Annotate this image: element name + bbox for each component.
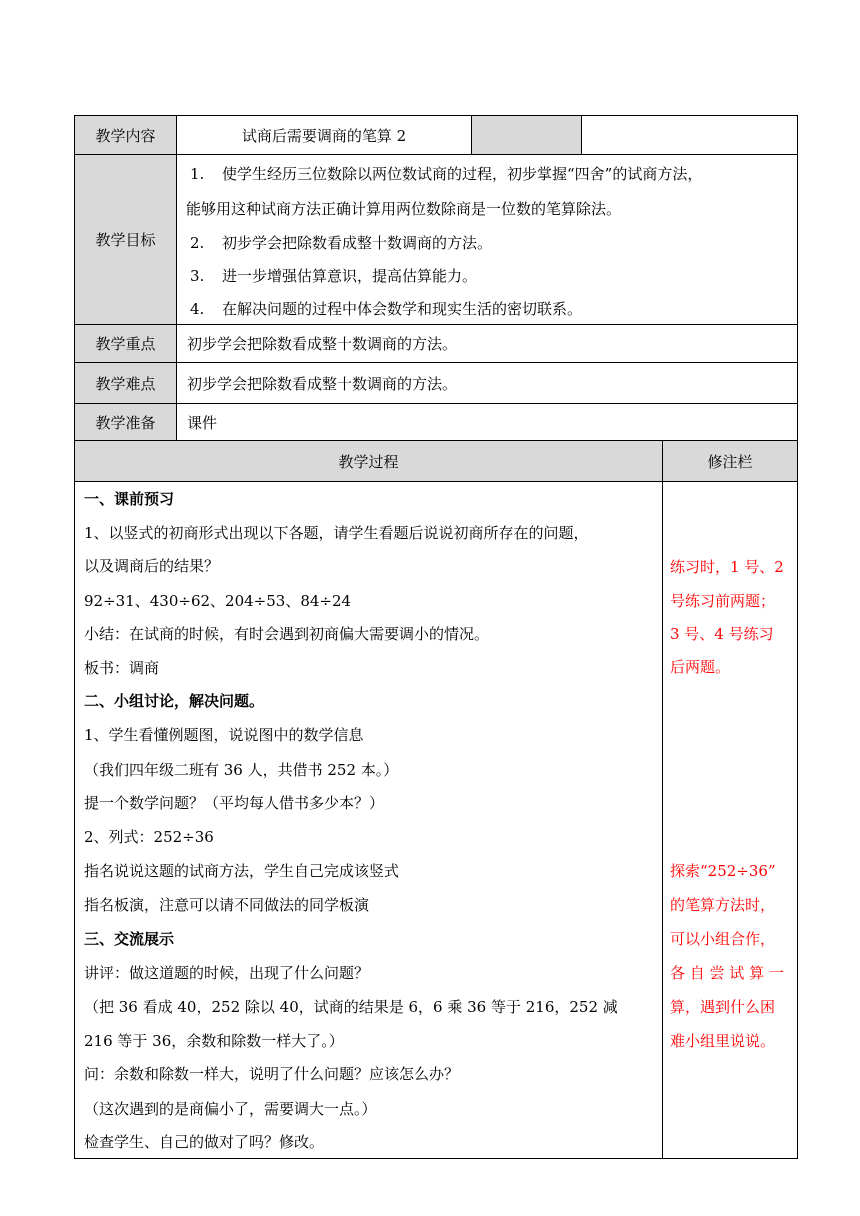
note-line: 探索“252÷36” (670, 862, 776, 880)
process-line: 2、列式：252÷36 (84, 828, 214, 846)
difficulty-value-cell (176, 362, 798, 404)
difficulty-label: 教学难点 (95, 374, 156, 393)
process-line: 指名板演，注意可以请不同做法的同学板演 (84, 896, 370, 914)
process-line: （把 36 看成 40，252 除以 40，试商的结果是 6，6 乘 36 等于 216，252 减 (84, 998, 618, 1016)
objectives-label: 教学目标 (95, 231, 156, 249)
preparation-label-cell (74, 403, 177, 441)
process-line: （这次遇到的是商偏小了，需要调大一点。） (84, 1100, 377, 1118)
objective-item-3: 3. 进一步增强估算意识，提高估算能力。 (190, 267, 478, 285)
notes-header: 修注栏 (707, 452, 753, 471)
section-heading: 二、小组讨论，解决问题。 (84, 692, 265, 710)
section-heading: 一、课前预习 (84, 490, 175, 508)
note-line: 各 自 尝 试 算 一 (670, 964, 784, 982)
process-header-cell (74, 440, 663, 482)
content-label-cell (74, 115, 177, 155)
notes-header-cell (662, 440, 798, 482)
notes-body-cell (662, 481, 798, 1159)
preparation-value: 课件 (187, 413, 218, 432)
note-line: 号练习前两题； (670, 592, 776, 610)
process-line: 1、学生看懂例题图，说说图中的数学信息 (84, 726, 364, 744)
note-line: 算，遇到什么困 (670, 998, 776, 1016)
content-label: 教学内容 (95, 126, 156, 145)
key-point-value: 初步学会把除数看成整十数调商的方法。 (187, 335, 458, 353)
difficulty-value: 初步学会把除数看成整十数调商的方法。 (187, 374, 458, 393)
objectives-label-cell (74, 154, 177, 325)
objective-item-1-cont: 能够用这种试商方法正确计算用两位数除商是一位数的笔算除法。 (186, 200, 622, 218)
process-line: 92÷31、430÷62、204÷53、84÷24 (84, 592, 352, 610)
difficulty-label-cell (74, 362, 177, 404)
note-line: 后两题。 (670, 658, 731, 676)
process-line: 1、以竖式的初商形式出现以下各题，请学生看题后说说初商所存在的问题， (84, 524, 589, 542)
lesson-title: 试商后需要调商的笔算 2 (241, 126, 407, 145)
process-line: 以及调商后的结果？ (84, 557, 220, 575)
objective-item-1: 1. 使学生经历三位数除以两位数试商的过程，初步掌握“四舍”的试商方法， (190, 165, 703, 183)
process-line: （我们四年级二班有 36 人，共借书 252 本。） (84, 761, 399, 779)
note-line: 难小组里说说。 (670, 1032, 776, 1050)
key-point-label-cell (74, 324, 177, 363)
key-point-value-cell (176, 324, 798, 363)
process-line: 检查学生、自己的做对了吗？修改。 (84, 1133, 325, 1151)
process-line: 问：余数和除数一样大，说明了什么问题？应该怎么办？ (84, 1065, 460, 1083)
process-line: 指名说说这题的试商方法，学生自己完成该竖式 (84, 862, 400, 880)
section-heading: 三、交流展示 (84, 930, 175, 948)
process-line: 小结：在试商的时候，有时会遇到初商偏大需要调小的情况。 (84, 625, 490, 643)
objective-item-2: 2. 初步学会把除数看成整十数调商的方法。 (190, 234, 493, 252)
blank-shaded-cell (471, 115, 582, 155)
process-header: 教学过程 (338, 452, 399, 471)
process-body-cell (74, 481, 663, 1159)
content-value-cell (176, 115, 472, 155)
note-line: 练习时，1 号、2 (670, 558, 784, 576)
preparation-value-cell (176, 403, 798, 441)
objective-item-4: 4. 在解决问题的过程中体会数学和现实生活的密切联系。 (190, 300, 583, 318)
note-line: 的笔算方法时， (670, 896, 776, 914)
note-line: 可以小组合作， (670, 930, 776, 948)
process-line: 216 等于 36，余数和除数一样大了。） (84, 1032, 344, 1050)
blank-cell (581, 115, 798, 155)
process-line: 板书：调商 (84, 659, 160, 677)
process-line: 提一个数学问题？（平均每人借书多少本？） (84, 794, 385, 812)
process-line: 讲评：做这道题的时候，出现了什么问题？ (84, 964, 370, 982)
preparation-label: 教学准备 (95, 413, 156, 432)
note-line: 3 号、4 号练习 (670, 625, 774, 643)
key-point-label: 教学重点 (95, 335, 156, 353)
